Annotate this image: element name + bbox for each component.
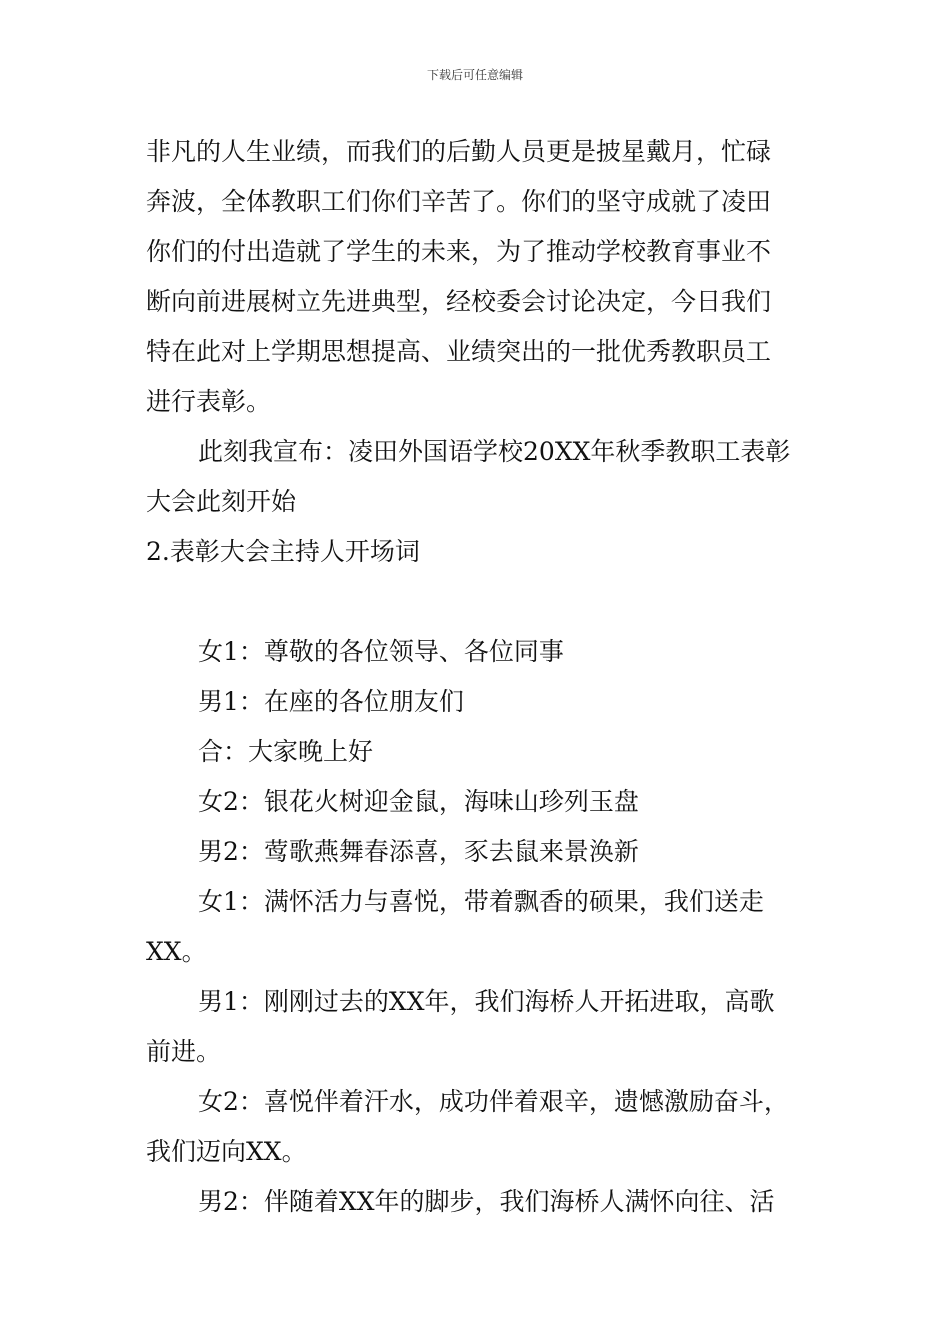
text-line: 进行表彰。 [146,387,272,416]
text-line: 男1：刚刚过去的XX年，我们海桥人开拓进取，高歌 [198,987,775,1016]
text-line: 男1：在座的各位朋友们 [198,687,464,716]
text-line: 断向前进展树立先进典型，经校委会讨论决定，今日我们 [146,287,772,316]
text-line: 你们的付出造就了学生的未来，为了推动学校教育事业不 [146,237,772,266]
text-line: 男2：伴随着XX年的脚步，我们海桥人满怀向往、活 [198,1187,775,1216]
blank-line [146,577,810,627]
text-line: 此刻我宣布：凌田外国语学校20XX年秋季教职工表彰 [198,437,791,466]
text-line: 特在此对上学期思想提高、业绩突出的一批优秀教职员工 [146,337,772,366]
text-line: 女1：尊敬的各位领导、各位同事 [198,637,564,666]
text-line: XX。 [146,937,207,966]
text-line: 2.表彰大会主持人开场词 [146,537,420,566]
text-line: 女2：喜悦伴着汗水，成功伴着艰辛，遗憾激励奋斗， [198,1087,789,1116]
text-line: 合：大家晚上好 [198,737,374,766]
text-line: 男2：莺歌燕舞春添喜，豕去鼠来景涣新 [198,837,639,866]
text-line: 非凡的人生业绩，而我们的后勤人员更是披星戴月，忙碌 [146,137,772,166]
document-body [146,127,810,1227]
text-line: 前进。 [146,1037,222,1066]
text-line: 女1：满怀活力与喜悦，带着飘香的硕果，我们送走 [198,887,764,916]
text-line: 我们迈向XX。 [146,1137,307,1166]
text-line: 奔波，全体教职工们你们辛苦了。你们的坚守成就了凌田 [146,187,772,216]
text-line: 女2：银花火树迎金鼠，海味山珍列玉盘 [198,787,639,816]
page-header: 下载后可任意编辑 [426,68,523,82]
text-line: 大会此刻开始 [146,487,297,516]
